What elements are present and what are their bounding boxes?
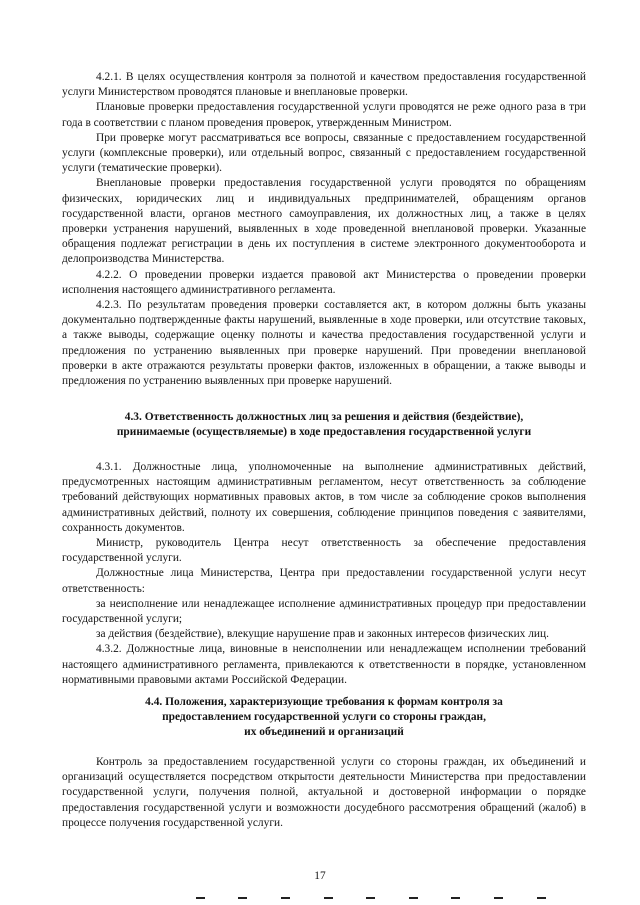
section-4-2 <box>62 70 586 389</box>
heading-4-4-line-3: их объединений и организаций <box>244 726 404 739</box>
paragraph-planned-checks: Плановые проверки предоставления государственной услуги проводятся не реже одного раза в три года в соответствии с планом проведения проверок, утвержденным Министром. <box>62 101 586 129</box>
paragraph-4-2-2: 4.2.2. О проведении проверки издается правовой акт Министерства о проведении проверки исполнения настоящего административного регламента. <box>62 268 586 296</box>
paragraph-actions-inaction: за действия (бездействие), влекущие нарушение прав и законных интересов физических лиц. <box>96 628 549 641</box>
section-4-4 <box>62 755 586 831</box>
page-number: 17 <box>314 870 326 882</box>
paragraph-4-3-2: 4.3.2. Должностные лица, виновные в неисполнении или ненадлежащем исполнении требований настоящего административного регламента, привлекаются к ответственности в порядке, установленном нормативными правовыми актами Российской Федерации. <box>62 643 586 686</box>
heading-4-3-line-1: 4.3. Ответственность должностных лиц за решения и действия (бездействие), <box>124 411 524 423</box>
section-4-3 <box>62 460 586 688</box>
paragraph-unplanned-checks: Внеплановые проверки предоставления государственной услуги проводятся по обращениям физических, юридических лиц и индивидуальных предпринимателей, обращениям органов государственной власти, органов местного самоуправления, их должностных лиц, а также в целях проверки устранения нарушений, выявленных в ходе проведенной внеплановой проверки. Указанные обращения подлежат регистрации в день их поступления в системе электронного документооборота и делопроизводства Министерства. <box>62 177 586 266</box>
scan-mark <box>409 897 418 899</box>
paragraph-check-questions: При проверке могут рассматриваться все вопросы, связанные с предоставлением государственной услуги (комплексные проверки), или отдельный вопрос, связанный с предоставлением государственной услуги (тематические проверки). <box>62 131 586 175</box>
scan-mark <box>366 897 375 899</box>
heading-4-4 <box>62 695 586 741</box>
paragraph-4-2-1: 4.2.1. В целях осуществления контроля за полнотой и качеством предоставления государственной услуги Министерством проводятся плановые и внеплановые проверки. <box>62 71 586 99</box>
scan-mark <box>451 897 460 899</box>
paragraph-non-performance: за неисполнение или ненадлежащее исполнение административных процедур при предоставлении государственной услуги; <box>62 597 586 626</box>
heading-4-4-line-2: предоставлением государственной услуги со стороны граждан, <box>162 711 486 724</box>
scan-mark <box>196 897 205 899</box>
scan-mark <box>324 897 333 899</box>
heading-4-3 <box>62 410 586 440</box>
scan-mark <box>494 897 503 899</box>
scan-mark <box>281 897 290 899</box>
paragraph-4-3-1: 4.3.1. Должностные лица, уполномоченные на выполнение административных действий, предусмотренных настоящим административным регламентом, несут ответственность за соблюдение требований действующих нормативных правовых актов, в том числе за соблюдение сроков выполнения административных действий, полноту их совершения, соблюдение принципов поведения с заявителями, сохранность документов. <box>62 461 586 534</box>
paragraph-public-control: Контроль за предоставлением государственной услуги со стороны граждан, их объединений и организаций осуществляется посредством открытости деятельности Министерства при предоставлении государственной услуги, получения полной, актуальной и достоверной информации о порядке предоставления государственной услуги и возможности досудебного рассмотрения обращений (жалоб) в процессе получения государственной услуги. <box>62 756 586 829</box>
scan-mark <box>537 897 546 899</box>
paragraph-4-2-3: 4.2.3. По результатам проведения проверки составляется акт, в котором должны быть указаны документально подтвержденные факты нарушений, выявленные в ходе проверки, или отсутствие таковых, а также выводы, содержащие оценку полноты и качества предоставления государственной услуги и предложения по устранению выявленных при проверке нарушений. При проведении внеплановой проверки в акте отражаются результаты проверки фактов, изложенных в обращении, а также выводы и предложения по устранению выявленных при проверке нарушений. <box>62 299 586 388</box>
paragraph-officials-responsibility: Должностные лица Министерства, Центра при предоставлении государственной услуги несут ответственность: <box>62 567 586 595</box>
heading-4-3-line-2: принимаемые (осуществляемые) в ходе предоставления государственной услуги <box>116 426 532 439</box>
scan-mark <box>238 897 247 899</box>
heading-4-4-line-1: 4.4. Положения, характеризующие требования к формам контроля за <box>145 696 503 708</box>
paragraph-minister-responsibility: Министр, руководитель Центра несут ответственность за обеспечение предоставления государственной услуги. <box>62 537 586 565</box>
